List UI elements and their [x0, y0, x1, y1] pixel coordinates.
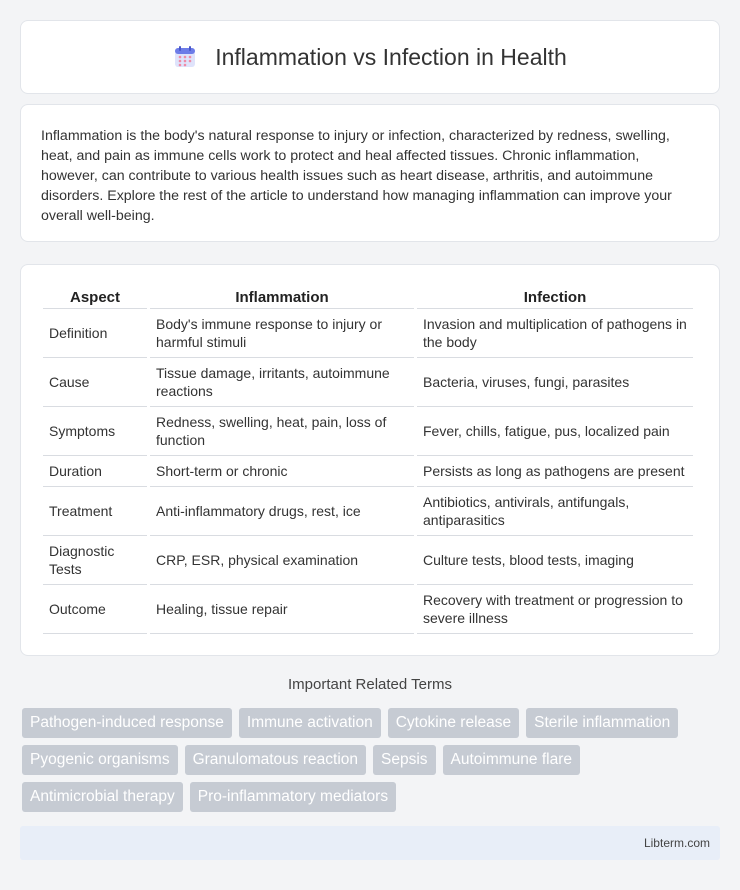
row-inflammation: CRP, ESR, physical examination [150, 536, 414, 585]
related-term-tag[interactable]: Sepsis [373, 745, 436, 775]
row-aspect: Cause [43, 358, 147, 407]
related-term-tag[interactable]: Immune activation [239, 708, 381, 738]
intro-text: Inflammation is the body's natural response to injury or infection, characterized by redness, swelling, heat, and pain as immune cells work to protect and heal affected tissues. Chronic inflammation, however, can contribute to various health issues such as heart disease, arthritis, and autoimmune disorders. Explore the rest of the article to understand how managing inflammation can improve your overall well-being. [41, 128, 672, 224]
row-inflammation: Anti-inflammatory drugs, rest, ice [150, 487, 414, 536]
page-title: Inflammation vs Infection in Health [215, 43, 567, 70]
row-infection: Bacteria, viruses, fungi, parasites [417, 358, 693, 407]
table-row [43, 536, 693, 585]
related-term-tag[interactable]: Sterile inflammation [526, 708, 678, 738]
table-row [43, 585, 693, 634]
header-infection: Infection [417, 285, 693, 309]
related-terms-tags [22, 708, 722, 819]
comparison-table-card [20, 264, 720, 656]
row-infection: Culture tests, blood tests, imaging [417, 536, 693, 585]
row-inflammation: Redness, swelling, heat, pain, loss of function [150, 407, 414, 456]
row-infection: Invasion and multiplication of pathogens in the body [417, 309, 693, 358]
related-terms-title: Important Related Terms [288, 676, 452, 693]
row-aspect: Treatment [43, 487, 147, 536]
table-row [43, 309, 693, 358]
related-term-tag[interactable]: Autoimmune flare [443, 745, 580, 775]
related-term-tag[interactable]: Granulomatous reaction [185, 745, 366, 775]
related-term-tag[interactable]: Pro-inflammatory mediators [190, 782, 396, 812]
header-inflammation: Inflammation [150, 285, 414, 309]
row-inflammation: Body's immune response to injury or harmful stimuli [150, 309, 414, 358]
related-term-tag[interactable]: Pathogen-induced response [22, 708, 232, 738]
comparison-table [40, 285, 696, 634]
table-header-row [43, 285, 693, 309]
table-row [43, 456, 693, 487]
title-card [20, 20, 720, 94]
row-infection: Persists as long as pathogens are present [417, 456, 693, 487]
footer-brand-link[interactable]: Libterm.com [643, 836, 710, 850]
row-inflammation: Short-term or chronic [150, 456, 414, 487]
row-inflammation: Tissue damage, irritants, autoimmune reactions [150, 358, 414, 407]
row-infection: Recovery with treatment or progression to severe illness [417, 585, 693, 634]
row-aspect: Symptoms [43, 407, 147, 456]
row-inflammation: Healing, tissue repair [150, 585, 414, 634]
related-term-tag[interactable]: Cytokine release [388, 708, 519, 738]
related-term-tag[interactable]: Pyogenic organisms [22, 745, 178, 775]
row-aspect: Diagnostic Tests [43, 536, 147, 585]
related-term-tag[interactable]: Antimicrobial therapy [22, 782, 183, 812]
row-aspect: Duration [43, 456, 147, 487]
row-infection: Antibiotics, antivirals, antifungals, antiparasitics [417, 487, 693, 536]
intro-card [20, 104, 720, 242]
row-infection: Fever, chills, fatigue, pus, localized pain [417, 407, 693, 456]
calendar-icon [173, 45, 197, 69]
header-aspect: Aspect [43, 285, 147, 309]
table-row [43, 487, 693, 536]
footer [20, 826, 720, 860]
row-aspect: Outcome [43, 585, 147, 634]
table-row [43, 407, 693, 456]
table-row [43, 358, 693, 407]
row-aspect: Definition [43, 309, 147, 358]
